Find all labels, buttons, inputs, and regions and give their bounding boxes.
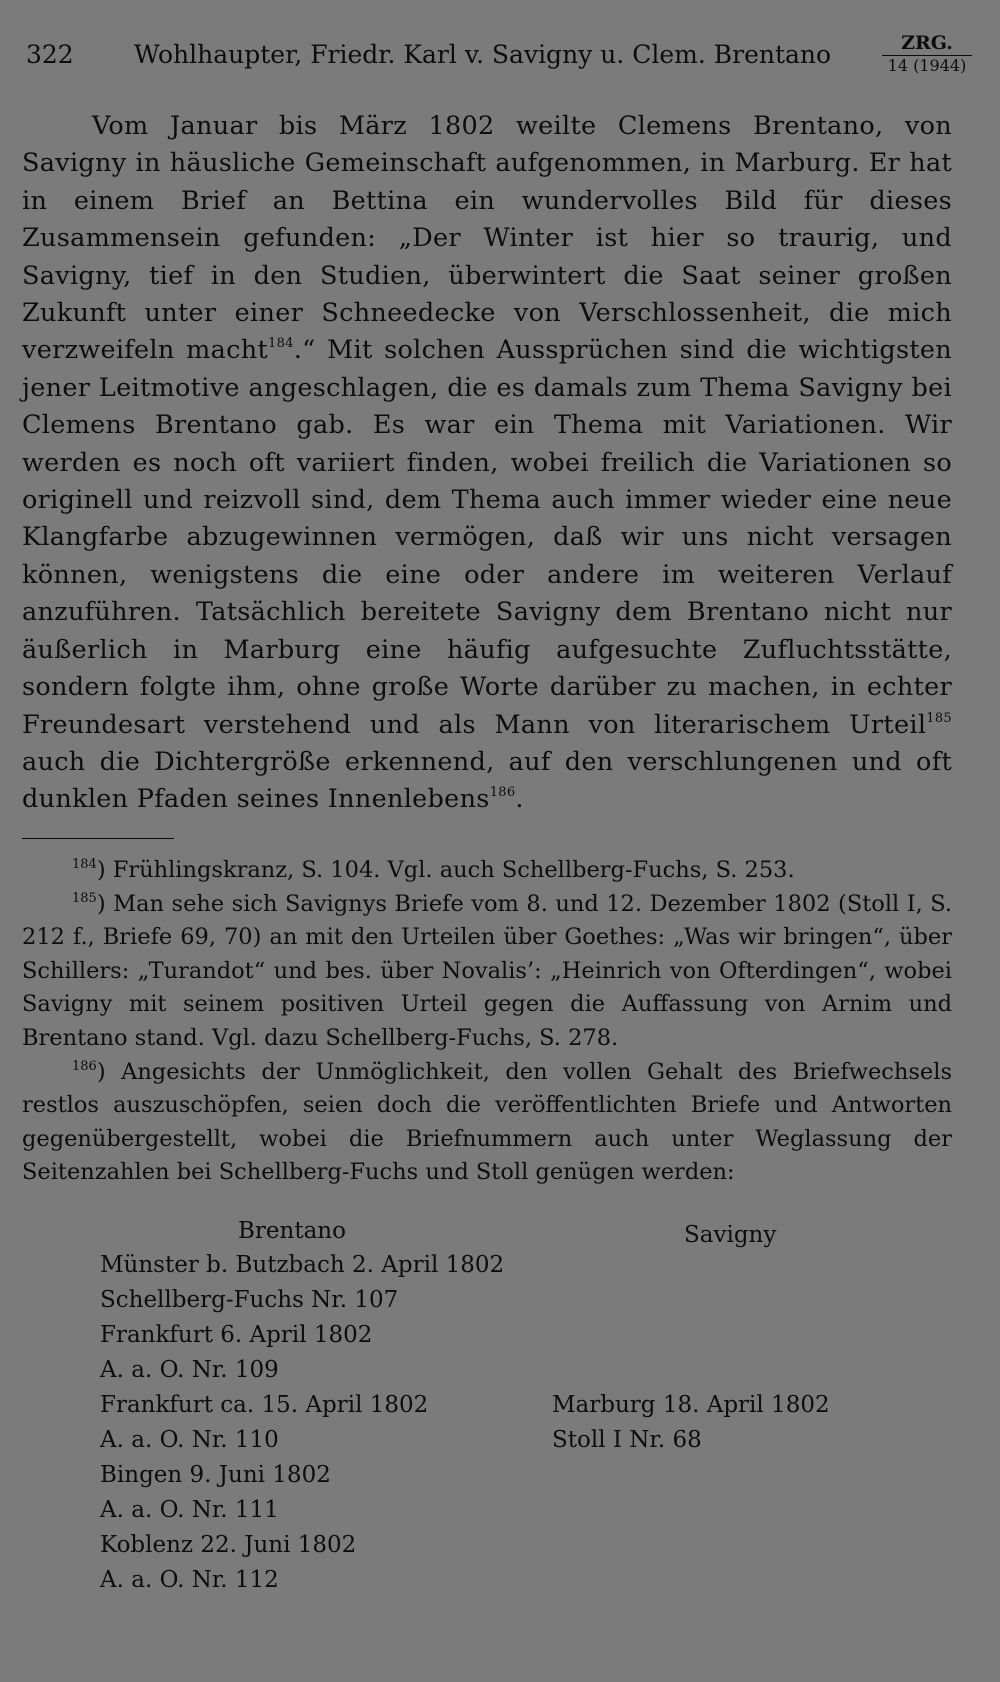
citation-volume: 14 (1944) — [887, 56, 967, 75]
brentano-row: A. a. O. Nr. 111 — [100, 1497, 279, 1523]
brentano-row: A. a. O. Nr. 112 — [100, 1567, 279, 1593]
footnote-text: ) Frühlingskranz, S. 104. Vgl. auch Schellberg-Fuchs, S. 253. — [96, 857, 795, 883]
brentano-row: Bingen 9. Juni 1802 — [100, 1462, 331, 1488]
citation-abbrev: ZRG. — [882, 34, 972, 56]
footnote-184 — [22, 854, 952, 888]
brentano-row: Münster b. Butzbach 2. April 1802 — [100, 1252, 505, 1278]
paragraph-part-2: .“ Mit solchen Aussprüchen sind die wichtigsten jener Leitmotive angeschlagen, die es damals zum Thema Savigny bei Clemens Brentano gab. Es war ein Thema mit Variationen. Wir werden es noch oft variiert finden, wobei freilich die Variationen so originell und reizvoll sind, dem Thema auch immer wieder eine neue Klangfarbe abzugewinnen vermögen, daß wir uns nicht versagen können, wenigstens die eine oder andere im weiteren Verlauf anzuführen. Tatsächlich bereitete Savigny dem Brentano nicht nur äußerlich in Marburg eine häufig aufgesuchte Zufluchtsstätte, sondern folgte ihm, ohne große Worte darüber zu machen, in echter Freundesart verstehend und als Mann von literarischem Urteil — [22, 335, 953, 740]
footnote-185 — [22, 888, 952, 1056]
footnote-text: ) Man sehe sich Savignys Briefe vom 8. und 12. Dezember 1802 (Stoll I, S. 212 f., Briefe 69, 70) an mit den Urteilen über Goethes: „Was wir bringen“, über Schillers: „Turandot“ und bes. über Novalis’: „Heinrich von Ofterdingen“, wobei Savigny mit seinem positiven Urteil gegen die Auffassung von Arnim und Brentano stand. Vgl. dazu Schellberg-Fuchs, S. 278. — [22, 890, 952, 1051]
footnote-number: 186 — [72, 1058, 97, 1074]
savigny-row: Stoll I Nr. 68 — [552, 1427, 702, 1453]
page-number: 322 — [26, 40, 74, 69]
running-title: Wohlhaupter, Friedr. Karl v. Savigny u. Clem. Brentano — [134, 40, 832, 69]
brentano-row: A. a. O. Nr. 109 — [100, 1357, 279, 1383]
brentano-row: Schellberg-Fuchs Nr. 107 — [100, 1287, 399, 1313]
footnote-number: 184 — [72, 857, 97, 872]
footnote-ref-186: 186 — [489, 785, 516, 801]
paragraph-part-1: Vom Januar bis März 1802 weilte Clemens Brentano, von Savigny in häusliche Gemeinschaft aufgenommen, in Marburg. Er hat in einem Brief an Bettina ein wundervolles Bild für dieses Zusammensein gefunden: „Der Winter ist hier so traurig, und Savigny, tief in den Studien, überwintert die Saat seiner großen Zukunft unter einer Schneedecke von Verschlossenheit, die mich verzweifeln macht — [22, 111, 952, 366]
brentano-row: A. a. O. Nr. 110 — [100, 1427, 279, 1453]
journal-citation — [882, 34, 972, 74]
footnote-186 — [22, 1056, 952, 1190]
paragraph-part-3: auch die Dichtergröße erkennend, auf den verschlungenen und oft dunklen Pfaden seines Innenlebens — [22, 746, 952, 815]
column-header-brentano: Brentano — [238, 1218, 346, 1244]
savigny-row: Marburg 18. April 1802 — [552, 1392, 830, 1418]
brentano-row: Frankfurt 6. April 1802 — [100, 1322, 373, 1348]
main-text — [22, 108, 952, 819]
body-paragraph — [22, 108, 952, 819]
footnote-ref-184: 184 — [268, 336, 294, 352]
footnote-text: ) Angesichts der Unmöglichkeit, den vollen Gehalt des Briefwechsels restlos auszuschöpfen, seien doch die veröffentlichten Briefe und Antworten gegenübergestellt, wobei die Briefnummern auch unter Weglassung der Seitenzahlen bei Schellberg-Fuchs und Stoll genügen werden: — [22, 1058, 952, 1186]
footnotes — [22, 854, 952, 1190]
brentano-row: Koblenz 22. Juni 1802 — [100, 1532, 357, 1558]
column-header-savigny: Savigny — [684, 1222, 777, 1248]
brentano-row: Frankfurt ca. 15. April 1802 — [100, 1392, 429, 1418]
footnote-number: 185 — [72, 890, 97, 906]
page-header — [26, 34, 972, 84]
footnote-ref-185: 185 — [926, 710, 952, 726]
paragraph-end: . — [515, 784, 524, 815]
footnote-separator — [22, 838, 174, 839]
